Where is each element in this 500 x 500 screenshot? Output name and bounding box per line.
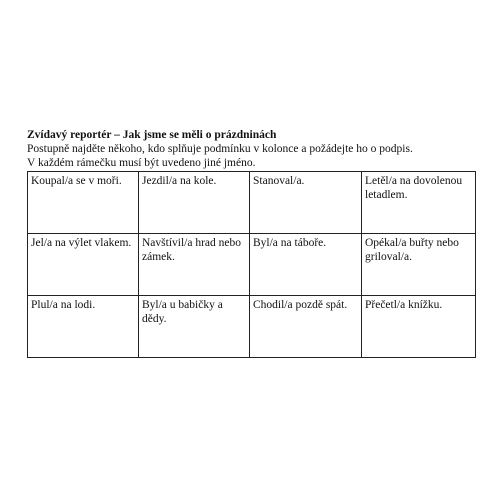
instruction-line-2: V každém rámečku musí být uvedeno jiné jméno.: [27, 157, 256, 169]
grid-row: [28, 172, 476, 234]
grid-cell: Navštívil/a hrad nebo zámek.: [139, 234, 250, 296]
grid-cell: Opékal/a buřty nebo griloval/a.: [362, 234, 476, 296]
grid-cell: Přečetl/a knížku.: [362, 296, 476, 358]
grid-cell: Byl/a u babičky a dědy.: [139, 296, 250, 358]
grid-cell: Jezdil/a na kole.: [139, 172, 250, 234]
grid-cell: Chodil/a pozdě spát.: [250, 296, 362, 358]
grid-cell: Jel/a na výlet vlakem.: [28, 234, 139, 296]
signature-grid: [27, 171, 476, 358]
grid-cell: Stanoval/a.: [250, 172, 362, 234]
instruction-line-1: Postupně najděte někoho, kdo splňuje podmínku v koloncе a požádejte ho o podpis.: [27, 143, 413, 155]
grid-cell: Plul/a na lodi.: [28, 296, 139, 358]
grid-row: [28, 296, 476, 358]
grid-cell: Koupal/a se v moři.: [28, 172, 139, 234]
grid-cell: Byl/a na táboře.: [250, 234, 362, 296]
worksheet: [27, 128, 475, 358]
worksheet-title: Zvídavý reportér – Jak jsme se měli o prázdninách: [27, 129, 277, 141]
grid-row: [28, 234, 476, 296]
grid-cell: Letěl/a na dovolenou letadlem.: [362, 172, 476, 234]
